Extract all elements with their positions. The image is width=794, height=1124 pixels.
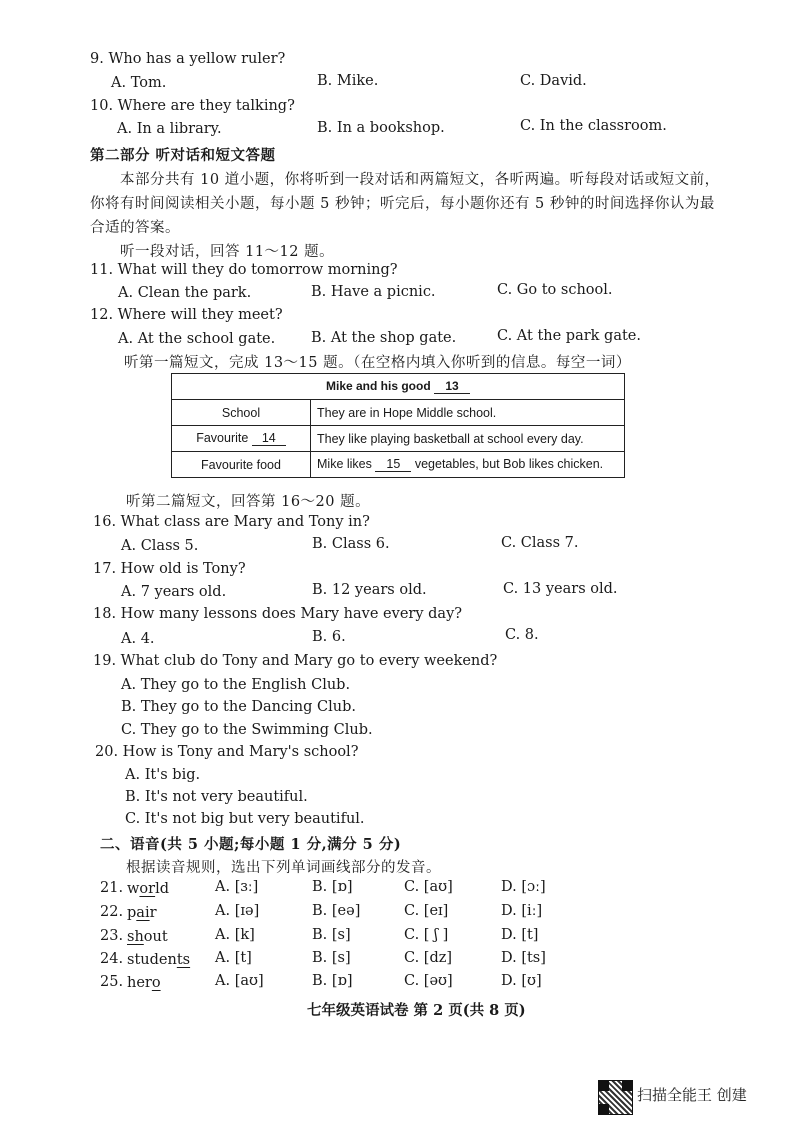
option-a: A. Class 5. (121, 538, 199, 554)
blank-14: 14 (252, 431, 286, 446)
option-b: B. [ɒ] (312, 879, 353, 895)
option-a: A. They go to the English Club. (121, 677, 351, 693)
row-value-suffix: vegetables, but Bob likes chicken. (414, 457, 604, 471)
option-a: A. Clean the park. (118, 285, 252, 301)
part2-instruction-line1: 本部分共有 10 道小题，你将听到一段对话和两篇短文，各听两遍。听每段对话或短文前， (120, 172, 720, 188)
question-number: 16. (93, 514, 117, 530)
option-b: B. [s] (312, 950, 351, 966)
option-c: C. Go to school. (497, 282, 613, 298)
question-number: 9. (90, 51, 104, 67)
section2-heading: 二、语音(共 5 小题;每小题 1 分,满分 5 分) (100, 836, 402, 853)
word-part: studen (127, 952, 177, 968)
part2-instruction-line2: 你将有时间阅读相关小题，每小题 5 秒钟；听完后，每小题你还有 5 秒钟的时间选择你认为最 (90, 196, 715, 212)
row-label-text: Favourite (196, 431, 249, 445)
option-d: D. [t] (501, 927, 539, 943)
watermark-text: 扫描全能王 创建 (637, 1086, 747, 1104)
table-row (172, 452, 625, 478)
option-b: B. [eə] (312, 903, 361, 919)
phonics-word (127, 952, 190, 968)
question-number: 18. (93, 606, 117, 622)
question-number: 17. (93, 561, 117, 577)
word-part: w (127, 881, 140, 897)
question-text: Where will they meet? (117, 307, 283, 323)
underlined-letters: sh (127, 929, 144, 945)
option-c: C. [dz] (404, 950, 453, 966)
option-c: C. [əʊ] (404, 973, 453, 989)
word-part: out (143, 929, 168, 945)
option-b: B. [ɒ] (312, 973, 353, 989)
row-value-prefix: Mike likes (317, 457, 372, 471)
option-b: B. [s] (312, 927, 351, 943)
option-b: B. 6. (312, 629, 346, 645)
table-row (172, 400, 625, 426)
option-a: A. Tom. (111, 75, 167, 91)
option-a: A. At the school gate. (118, 331, 276, 347)
underlined-letters: ts (176, 952, 191, 968)
option-b: B. In a bookshop. (317, 120, 445, 136)
part2-instruction-line3: 合适的答案。 (90, 220, 180, 236)
option-d: D. [ts] (501, 950, 546, 966)
option-d: D. [iː] (501, 903, 543, 919)
option-b: B. It's not very beautiful. (125, 789, 308, 805)
word-part: p (127, 905, 137, 921)
table-title (172, 374, 625, 400)
option-c: C. [ ʃ ] (404, 927, 449, 943)
word-part: ld (155, 881, 170, 897)
option-a: A. [t] (215, 950, 252, 966)
option-c: C. Class 7. (501, 535, 579, 551)
phonics-word (127, 975, 161, 991)
option-c: C. 8. (505, 627, 539, 643)
word-part: her (127, 975, 152, 991)
question-text: How old is Tony? (120, 561, 246, 577)
option-b: B. 12 years old. (312, 582, 427, 598)
option-b: B. Have a picnic. (311, 284, 436, 300)
option-d: D. [ʊ] (501, 973, 542, 989)
row-label (172, 426, 311, 452)
option-b: B. Mike. (317, 73, 379, 89)
question-text: How is Tony and Mary's school? (122, 744, 359, 760)
phonics-word (127, 905, 157, 921)
option-a: A. [ɪə] (215, 903, 260, 919)
option-a: A. [aʊ] (215, 973, 264, 989)
part2-heading: 第二部分 听对话和短文答题 (90, 147, 276, 164)
section2-instruction: 根据读音规则，选出下列单词画线部分的发音。 (126, 860, 441, 876)
question-number: 19. (93, 653, 117, 669)
question-11 (90, 262, 398, 278)
table-title-row (172, 374, 625, 400)
word-part: r (149, 905, 157, 921)
question-text: Who has a yellow ruler? (108, 51, 286, 67)
question-16 (93, 514, 370, 530)
option-a: A. 4. (121, 631, 155, 647)
option-b: B. Class 6. (312, 536, 390, 552)
option-a: A. In a library. (117, 121, 222, 137)
option-c: C. 13 years old. (503, 581, 618, 597)
qr-code-icon (598, 1080, 633, 1115)
blank-15: 15 (375, 457, 411, 472)
option-d: D. [ɔː] (501, 879, 546, 895)
question-12 (90, 307, 283, 323)
question-number: 12. (90, 307, 114, 323)
passage1-instruction: 听第一篇短文，完成 13～15 题。（在空格内填入你听到的信息。每空一词） (124, 355, 631, 371)
dialogue-instruction: 听一段对话，回答 11～12 题。 (120, 244, 335, 260)
row-value (311, 452, 625, 478)
phonics-word (127, 929, 168, 945)
phonics-number: 22. (100, 904, 124, 920)
option-c: C. At the park gate. (497, 328, 642, 344)
option-c: C. It's not big but very beautiful. (125, 811, 365, 827)
phonics-word (127, 881, 169, 897)
info-table (171, 373, 625, 478)
phonics-number: 25. (100, 974, 124, 990)
question-17 (93, 561, 246, 577)
passage2-instruction: 听第二篇短文，回答第 16～20 题。 (126, 494, 371, 510)
table-title-text: Mike and his good (325, 379, 431, 393)
question-text: What club do Tony and Mary go to every weekend? (120, 653, 498, 669)
row-value: They like playing basketball at school every day. (311, 426, 625, 452)
question-19 (93, 653, 497, 669)
option-c: C. They go to the Swimming Club. (121, 722, 373, 738)
option-a: A. [ɜː] (215, 879, 259, 895)
option-c: C. In the classroom. (520, 118, 667, 134)
question-10 (90, 98, 295, 114)
question-9 (90, 51, 285, 67)
option-c: C. David. (520, 73, 587, 89)
question-number: 10. (90, 98, 114, 114)
question-20 (95, 744, 358, 760)
row-label: Favourite food (172, 452, 311, 478)
question-text: What class are Mary and Tony in? (120, 514, 370, 530)
question-number: 20. (95, 744, 119, 760)
row-label: School (172, 400, 311, 426)
row-value: They are in Hope Middle school. (311, 400, 625, 426)
question-18 (93, 606, 462, 622)
blank-13: 13 (434, 379, 470, 394)
option-c: C. [eɪ] (404, 903, 449, 919)
phonics-number: 24. (100, 951, 124, 967)
option-a: A. [k] (215, 927, 255, 943)
question-text: What will they do tomorrow morning? (117, 262, 398, 278)
question-number: 11. (90, 262, 114, 278)
phonics-number: 23. (100, 928, 124, 944)
table-row (172, 426, 625, 452)
option-b: B. At the shop gate. (311, 330, 457, 346)
underlined-letters: o (151, 975, 161, 991)
question-text: How many lessons does Mary have every day? (120, 606, 463, 622)
phonics-number: 21. (100, 880, 124, 896)
option-c: C. [aʊ] (404, 879, 453, 895)
underlined-letters: or (139, 881, 156, 897)
question-text: Where are they talking? (117, 98, 295, 114)
option-b: B. They go to the Dancing Club. (121, 699, 356, 715)
option-a: A. It's big. (125, 767, 201, 783)
page-footer: 七年级英语试卷 第 2 页(共 8 页) (307, 1002, 526, 1019)
option-a: A. 7 years old. (121, 584, 227, 600)
underlined-letters: ai (136, 905, 150, 921)
